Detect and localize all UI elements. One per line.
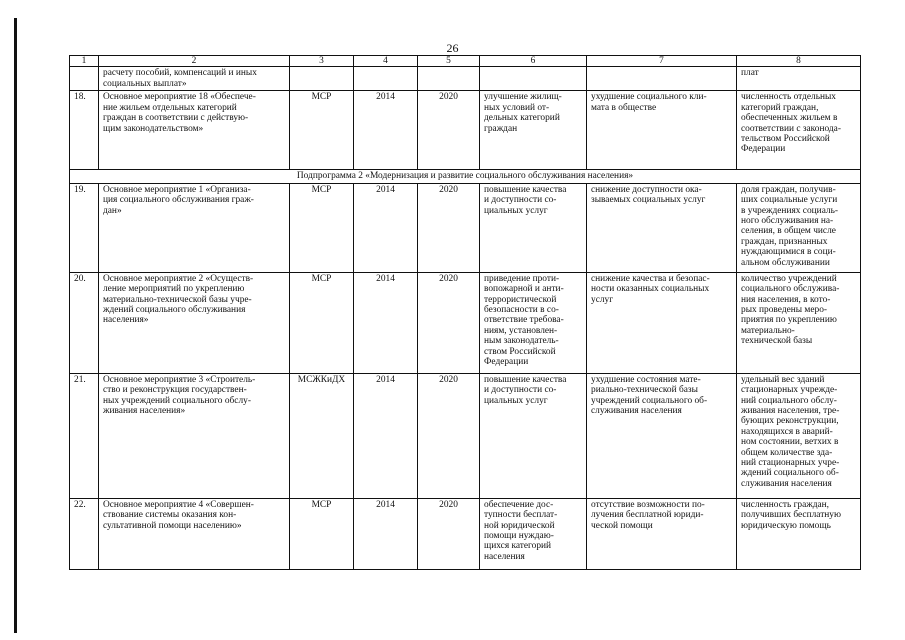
result-cell: повышение качества и доступности со- циальных услуг — [480, 183, 587, 272]
executor-cell: МСР — [290, 272, 354, 373]
row-number-cell: 21. — [70, 373, 99, 498]
page-number: 26 — [446, 41, 459, 55]
result-cell: приведение проти- вопожарной и анти- террористической безопасности в со- ответствие требова- ниям, установлен- ным законодатель- ством Российской Федерации — [480, 272, 587, 373]
executor-cell: МСР — [290, 498, 354, 569]
table-row — [70, 272, 861, 373]
column-number-cell: 2 — [99, 56, 290, 67]
executor-cell — [290, 67, 354, 91]
consequence-cell: снижение качества и безопас- ности оказанных социальных услуг — [587, 272, 737, 373]
table-row — [70, 183, 861, 272]
end-year-cell: 2020 — [418, 272, 480, 373]
table-row — [70, 498, 861, 569]
column-number-header-row — [70, 56, 861, 67]
indicator-cell: плат — [737, 67, 861, 91]
column-number-cell: 5 — [418, 56, 480, 67]
section-header-row — [70, 170, 861, 183]
indicator-cell: доля граждан, получив- ших социальные услуги в учреждениях социаль- ного обслуживания на- селения, в общем числе граждан, признанных нуждающимися в соци- альном обслуживании — [737, 183, 861, 272]
executor-cell: МСР — [290, 91, 354, 170]
indicator-cell: численность отдельных категорий граждан, обеспеченных жильем в соответствии с законода- тельством Российской Федерации — [737, 91, 861, 170]
column-number-cell: 6 — [480, 56, 587, 67]
indicator-cell: численность граждан, получивших бесплатную юридическую помощь — [737, 498, 861, 569]
row-number-cell: 22. — [70, 498, 99, 569]
consequence-cell — [587, 67, 737, 91]
event-cell: Основное мероприятие 4 «Совершен- ствование системы оказания кон- сультативной помощи населению» — [99, 498, 290, 569]
end-year-cell — [418, 67, 480, 91]
result-cell: улучшение жилищ- ных условий от- дельных категорий граждан — [480, 91, 587, 170]
indicator-cell: количество учреждений социального обслужива- ния населения, в кото- рых проведены меро- приятия по укреплению материально- технической базы — [737, 272, 861, 373]
column-number-cell: 1 — [70, 56, 99, 67]
event-cell: Основное мероприятие 1 «Организа- ция социального обслуживания граж- дан» — [99, 183, 290, 272]
event-cell: Основное мероприятие 3 «Строитель- ство и реконструкция государствен- ных учреждений социального обслу- живания населения» — [99, 373, 290, 498]
start-year-cell: 2014 — [354, 272, 418, 373]
table-row — [70, 373, 861, 498]
start-year-cell: 2014 — [354, 498, 418, 569]
consequence-cell: ухудшение состояния мате- риально-технической базы учреждений социального об- служивания населения — [587, 373, 737, 498]
start-year-cell: 2014 — [354, 183, 418, 272]
consequence-cell: отсутствие возможности по- лучения бесплатной юриди- ческой помощи — [587, 498, 737, 569]
consequence-cell: ухудшение социального кли- мата в обществе — [587, 91, 737, 170]
consequence-cell: снижение доступности ока- зываемых социальных услуг — [587, 183, 737, 272]
binding-edge-line — [14, 18, 17, 633]
row-number-cell: 20. — [70, 272, 99, 373]
executor-cell: МСЖКиДХ — [290, 373, 354, 498]
row-number-cell: 18. — [70, 91, 99, 170]
table-row — [70, 91, 861, 170]
start-year-cell: 2014 — [354, 373, 418, 498]
result-cell — [480, 67, 587, 91]
end-year-cell: 2020 — [418, 498, 480, 569]
result-cell: обеспечение дос- тупности бесплат- ной юридической помощи нуждаю- щихся категорий населения — [480, 498, 587, 569]
event-cell: расчету пособий, компенсаций и иных социальных выплат» — [99, 67, 290, 91]
row-number-cell: 19. — [70, 183, 99, 272]
column-number-cell: 7 — [587, 56, 737, 67]
start-year-cell: 2014 — [354, 91, 418, 170]
program-events-table — [69, 55, 861, 570]
row-number-cell — [70, 67, 99, 91]
indicator-cell: удельный вес зданий стационарных учрежде- ний социального обслу- живания населения, тре- бующих реконструкции, находящихся в аварий- ном состоянии, ветхих в общем количестве зда- ний стационарных учре- ждений социального об- служивания населения — [737, 373, 861, 498]
event-cell: Основное мероприятие 2 «Осуществ- ление мероприятий по укреплению материально-технической базы учре- ждений социального обслуживания населения» — [99, 272, 290, 373]
continuation-row — [70, 67, 861, 91]
result-cell: повышение качества и доступности со- циальных услуг — [480, 373, 587, 498]
column-number-cell: 3 — [290, 56, 354, 67]
subprogram-title: Подпрограмма 2 «Модернизация и развитие социального обслуживания населения» — [70, 170, 861, 183]
end-year-cell: 2020 — [418, 183, 480, 272]
executor-cell: МСР — [290, 183, 354, 272]
end-year-cell: 2020 — [418, 91, 480, 170]
start-year-cell — [354, 67, 418, 91]
end-year-cell: 2020 — [418, 373, 480, 498]
column-number-cell: 8 — [737, 56, 861, 67]
event-cell: Основное мероприятие 18 «Обеспече- ние жильем отдельных категорий граждан в соответствии с действую- щим законодательством» — [99, 91, 290, 170]
column-number-cell: 4 — [354, 56, 418, 67]
